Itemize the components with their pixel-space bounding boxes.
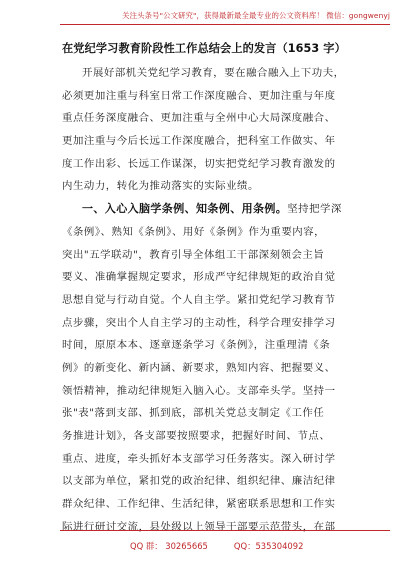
header-rule: [60, 24, 390, 25]
footer-banner: [130, 540, 330, 552]
header-banner: 关注头条号"公文研究"，获得最新最全最专业的公文资料库！ 微信：gongwenyj: [122, 11, 390, 20]
paragraph-line: 重点任务深度融合、更加注重与全州中心大局深度融合、: [62, 112, 336, 125]
paragraph-line: 思想自觉与行动自觉。个人自主学。紧扣党纪学习教育节: [62, 293, 336, 306]
document-body: [62, 62, 352, 538]
paragraph-line: 际进行研讨交流，县处级以上领导干部要示范带头，在部: [62, 520, 336, 533]
paragraph-line: 突出"五学联动"，教育引导全体组工干部深刻领会主旨: [62, 248, 325, 261]
document-title: 在党纪学习教育阶段性工作总结会上的发言（1653 字）: [62, 42, 346, 55]
paragraph-line: 更加注重与今后长远工作深度融合，把科室工作做实、年: [62, 135, 336, 148]
paragraph-line: 度工作出彩、长远工作谋深，切实把党纪学习教育激发的: [62, 157, 336, 170]
section-heading-rest: 坚持把学深: [287, 203, 342, 216]
paragraph-line: 必须更加注重与科室日常工作深度融合、更加注重与年度: [62, 89, 336, 102]
paragraph-line: 内生动力，转化为推动落实的实际业绩。: [62, 180, 259, 193]
paragraph-line: 领悟精神，推动纪律规矩入脑入心。支部牵头学。坚持一: [62, 384, 336, 397]
paragraph-line: 要义、准确掌握规定要求，形成严守纪律规矩的政治自觉: [62, 271, 336, 284]
paragraph-line: 张"表"落到支部、抓到底，部机关党总支制定《工作任: [62, 407, 325, 420]
footer-qq-group: QQ 群： 30265665: [130, 541, 208, 551]
paragraph-line: 开展好部机关党纪学习教育，要在融合融入上下功夫，: [82, 67, 345, 79]
paragraph-line: 群众纪律、工作纪律、生活纪律，紧密联系思想和工作实: [62, 498, 336, 511]
section-heading-line: [62, 198, 352, 221]
paragraph-line: 时间，原原本本、逐章逐条学习《条例》，注重理清《条: [62, 339, 331, 352]
paragraph-line: 《条例》、熟知《条例》、用好《条例》作为重要内容，: [62, 225, 326, 238]
section-heading: 一、入心入脑学条例、知条例、用条例。: [82, 202, 288, 216]
paragraph-line: 点步骤，突出个人自主学习的主动性，科学合理安排学习: [62, 316, 336, 329]
paragraph-line: 重点、进度，牵头抓好本支部学习任务落实。深入研讨学: [62, 452, 336, 465]
footer-rule: [60, 530, 390, 531]
footer-qq-number: QQ：535304092: [233, 541, 304, 551]
paragraph-line: 务推进计划》，各支部要按照要求，把握好时间、节点、: [62, 430, 331, 442]
paragraph-line: 以支部为单位，紧扣党的政治纪律、组织纪律、廉洁纪律: [62, 475, 336, 488]
paragraph-line: 例》的新变化、新内涵、新要求，熟知内容、把握要义、: [62, 361, 336, 374]
